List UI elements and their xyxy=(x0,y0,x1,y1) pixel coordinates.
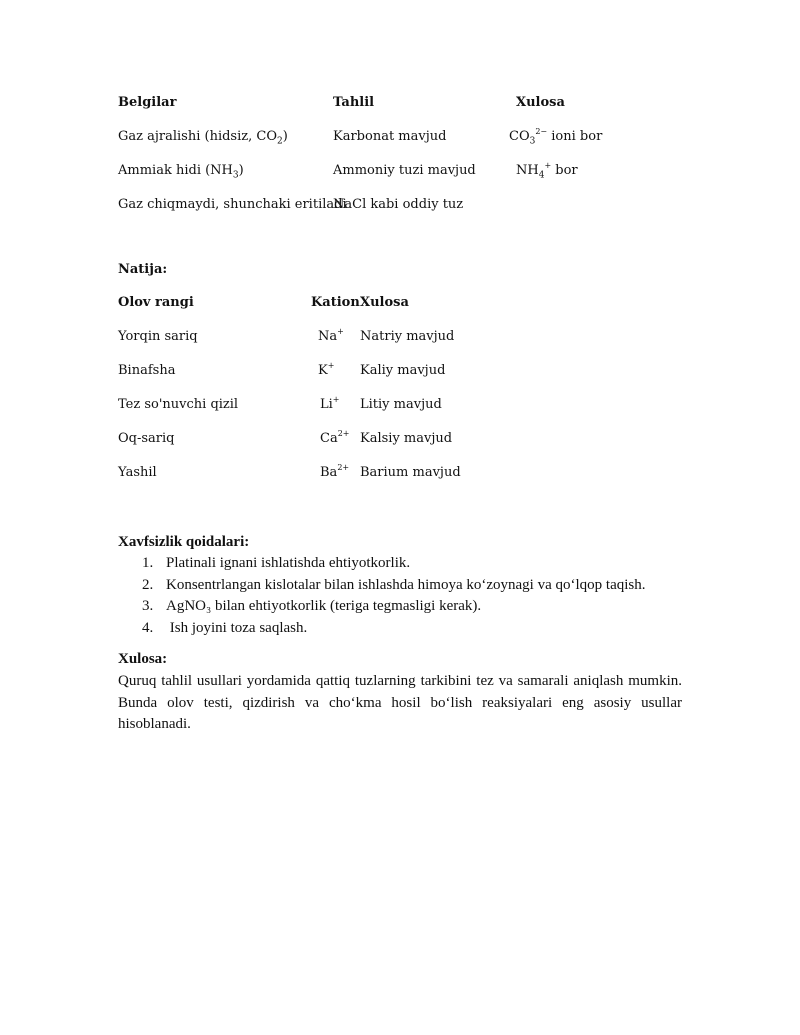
table2-header-cation: Kation xyxy=(311,295,360,310)
table2-row-conclusion: Kalsiy mavjud xyxy=(360,431,453,446)
table2-row-cation: $Ba^{2+}$ xyxy=(320,462,350,480)
table1-row-conclusion: $NH_4^+$ bor xyxy=(516,160,578,181)
table1-row-analysis: Ammoniy tuzi mavjud xyxy=(333,163,476,178)
safety-rules-list xyxy=(118,553,688,639)
list-item: 4. Ish joyini toza saqlash. xyxy=(142,619,308,636)
table2-row-color: Yashil xyxy=(118,465,157,480)
table2-row-cation: Li+ xyxy=(320,394,340,412)
table2-row-color: Yorqin sariq xyxy=(118,329,198,344)
table1-header-analysis: Tahlil xyxy=(333,95,375,110)
list-item: 2. Konsentrlangan kislotalar bilan ishlashda himoya ko‘zoynagi va qo‘lqop taqish. xyxy=(142,576,646,593)
table2-row-conclusion: Kaliy mavjud xyxy=(360,363,446,378)
result-label: Natija: xyxy=(118,262,168,277)
conclusion-title: Xulosa: xyxy=(118,651,168,667)
table1-row-sign: Gaz chiqmaydi, shunchaki eritiladi xyxy=(118,197,347,212)
table1-row-conclusion: $CO_3^{2-}$ ioni bor xyxy=(509,126,603,147)
table2-header-conclusion: Xulosa xyxy=(360,295,409,310)
table2-header-flame-color: Olov rangi xyxy=(118,295,194,310)
table1-header-signs: Belgilar xyxy=(118,95,177,110)
table1-header-conclusion: Xulosa xyxy=(516,95,565,110)
table2-row-cation: K+ xyxy=(318,360,335,378)
table2-row-color: Tez so'nuvchi qizil xyxy=(118,397,239,412)
table2-row-color: Oq-sariq xyxy=(118,431,175,446)
list-item: 3. AgNO₃ bilan ehtiyotkorlik (teriga tegmasligi kerak). xyxy=(142,598,482,614)
table1-row-sign: Gaz ajralishi (hidsiz, $CO_2$) xyxy=(118,129,288,147)
table1-row-sign: Ammiak hidi $(NH_3)$ xyxy=(118,163,244,181)
table2-row-cation: $Ca^{2+}$ xyxy=(320,428,350,446)
table1-row-analysis: NaCl kabi oddiy tuz xyxy=(333,197,464,212)
list-item: 1. Platinali ignani ishlatishda ehtiyotkorlik. xyxy=(142,555,411,571)
table2-row-color: Binafsha xyxy=(118,363,176,378)
table1-row-analysis: Karbonat mavjud xyxy=(333,129,447,144)
table2-row-conclusion: Natriy mavjud xyxy=(360,329,455,344)
table2-row-conclusion: Litiy mavjud xyxy=(360,397,442,412)
table2-row-cation: Na+ xyxy=(318,326,344,344)
safety-title: Xavfsizlik qoidalari: xyxy=(118,534,250,550)
table2-row-conclusion: Barium mavjud xyxy=(360,465,461,480)
conclusion-text: Quruq tahlil usullari yordamida qattiq tuzlarning tarkibini tez va samarali aniqlash mumkin. Bunda olov testi, qizdirish va cho‘kma hosil bo‘lish reaksiyalari eng asosiy usullar hisoblanadi. xyxy=(118,673,682,732)
